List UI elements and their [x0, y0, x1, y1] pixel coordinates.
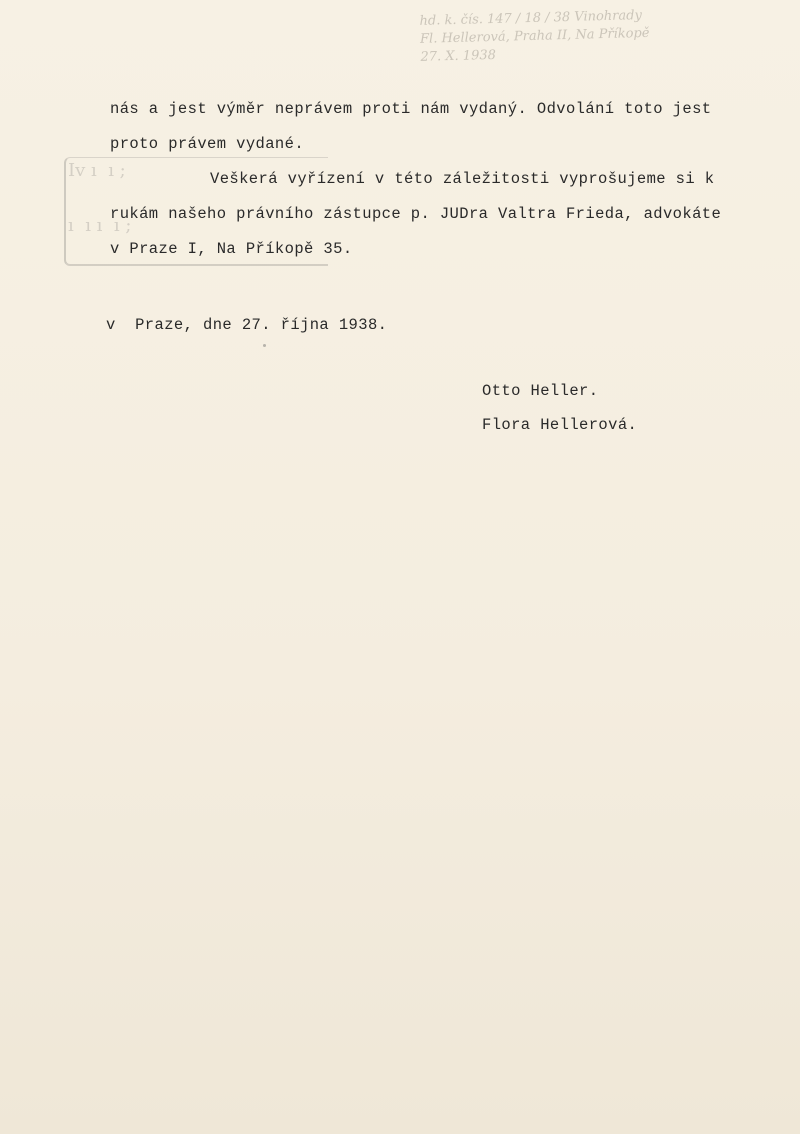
ink-dot: [263, 344, 266, 347]
pencil-annotation: [419, 3, 790, 67]
body-line-3: Veškerá vyřízení v této záležitosti vyprošujeme si k: [210, 170, 715, 188]
signature-otto-heller: Otto Heller.: [482, 382, 599, 400]
body-line-5: v Praze I, Na Příkopě 35.: [110, 240, 353, 258]
faded-stamp-text: ı ı ı ı ;: [68, 215, 132, 236]
pencil-line: Fl. Hellerová, Praha II, Na Příkopě: [419, 25, 650, 47]
body-line-1: nás a jest výměr neprávem proti nám vydaný. Odvolání toto jest: [110, 100, 712, 118]
body-line-4: rukám našeho právního zástupce p. JUDra Valtra Frieda, advokáte: [110, 205, 722, 223]
faded-stamp-text: Iv ı ı ;: [68, 160, 126, 181]
pencil-line: 27. X. 1938: [420, 47, 497, 65]
body-line-2: proto právem vydané.: [110, 135, 305, 153]
pencil-line: hd. k. čís. 147 / 18 / 38 Vinohrady: [419, 8, 643, 29]
date-line: v Praze, dne 27. října 1938.: [106, 316, 388, 334]
signature-flora-hellerova: Flora Hellerová.: [482, 416, 638, 434]
